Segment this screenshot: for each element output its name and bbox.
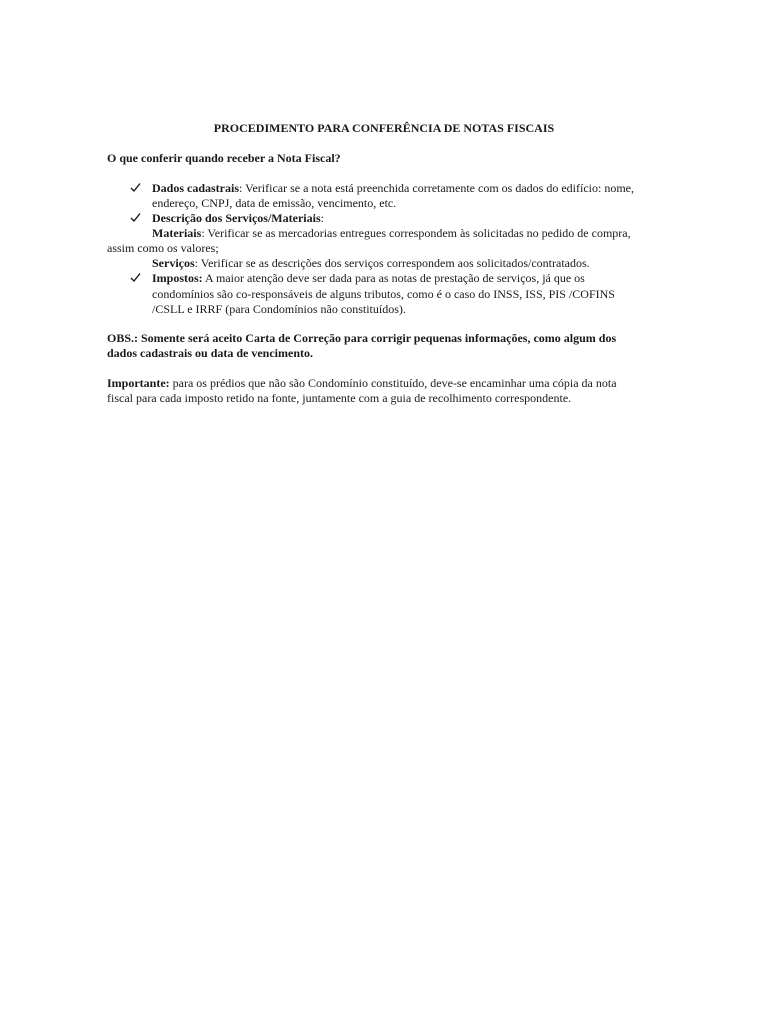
item-dados-line-2: endereço, CNPJ, data de emissão, vencimento, etc.	[152, 196, 397, 210]
item-servicos-label: Serviços	[152, 256, 195, 270]
obs-line-2: dados cadastrais ou data de vencimento.	[107, 346, 314, 360]
document-title: PROCEDIMENTO PARA CONFERÊNCIA DE NOTAS FISCAIS	[213, 121, 555, 135]
item-materiais-label: Materiais	[152, 226, 202, 240]
obs-line-1: OBS.: Somente será aceito Carta de Correção para corrigir pequenas informações, como algum dos	[107, 331, 617, 345]
question-heading: O que conferir quando receber a Nota Fiscal?	[107, 151, 341, 165]
item-impostos-label: Impostos:	[152, 271, 203, 285]
item-servicos-line	[152, 256, 590, 270]
item-descricao-text: :	[320, 211, 324, 225]
item-servicos-text: : Verificar se as descrições dos serviços correspondem aos solicitados/contratados.	[194, 256, 590, 270]
item-impostos-line-2: condomínios são co-responsáveis de alguns tributos, como é o caso do INSS, ISS, PIS /COFINS	[152, 287, 615, 301]
importante-label: Importante:	[107, 376, 170, 390]
item-descricao-label: Descrição dos Serviços/Materiais	[152, 211, 321, 225]
item-impostos-line-1	[152, 271, 585, 285]
item-dados-line-1	[152, 181, 634, 195]
checkmark-icon	[130, 212, 141, 223]
checkmark-icon	[130, 182, 141, 193]
importante-line-1	[107, 376, 617, 390]
checkmark-icon	[130, 272, 141, 283]
item-impostos-text: A maior atenção deve ser dada para as notas de prestação de serviços, já que os	[202, 271, 585, 285]
item-materiais-line-1	[152, 226, 631, 240]
item-materiais-text: : Verificar se as mercadorias entregues correspondem às solicitadas no pedido de compra,	[201, 226, 631, 240]
item-dados-text: : Verificar se a nota está preenchida corretamente com os dados do edifício: nome,	[239, 181, 634, 195]
importante-text: para os prédios que não são Condomínio constituído, deve-se encaminhar uma cópia da nota	[169, 376, 617, 390]
importante-line-2: fiscal para cada imposto retido na fonte, juntamente com a guia de recolhimento correspondente.	[107, 391, 572, 405]
item-impostos-line-3: /CSLL e IRRF (para Condomínios não constituídos).	[152, 302, 406, 316]
item-dados-label: Dados cadastrais	[152, 181, 240, 195]
item-descricao-line	[152, 211, 324, 225]
item-materiais-line-2: assim como os valores;	[107, 241, 219, 255]
